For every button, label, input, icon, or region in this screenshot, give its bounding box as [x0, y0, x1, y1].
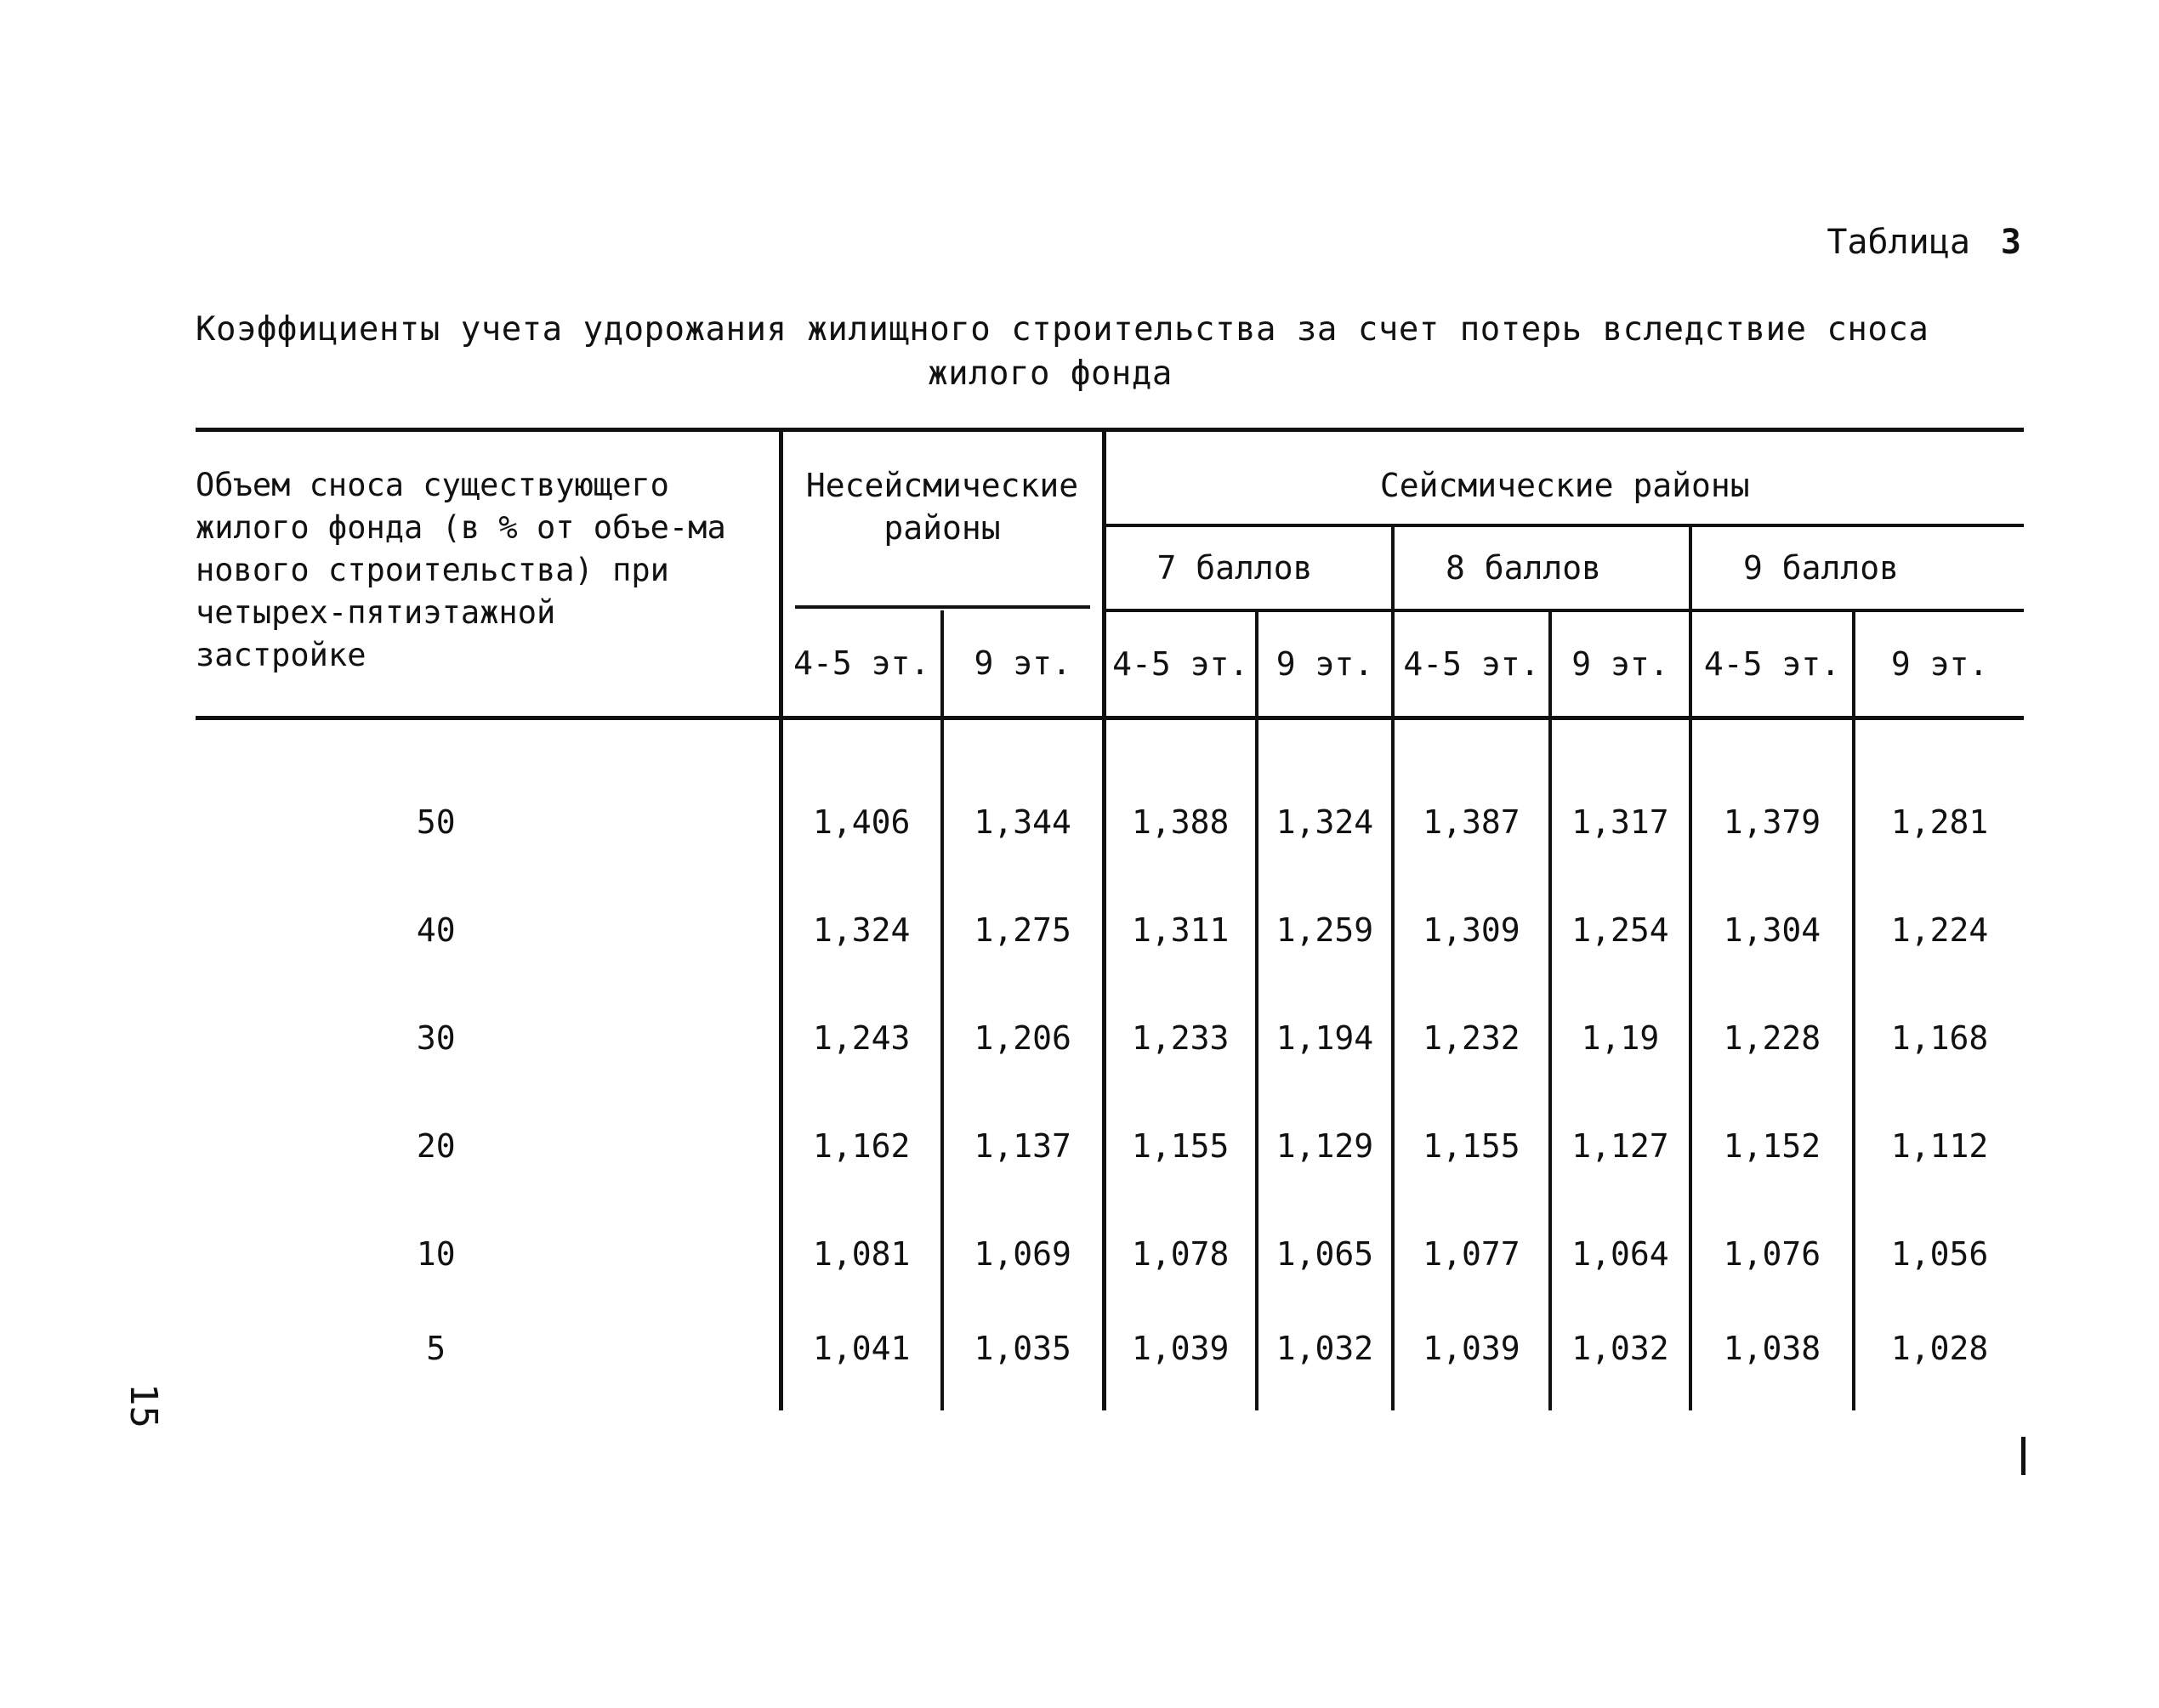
value-cell: 1,224	[1854, 876, 2024, 984]
table-row	[196, 876, 2024, 984]
value-cell: 1,078	[1104, 1200, 1257, 1308]
value-cell: 1,379	[1690, 768, 1854, 876]
caption-word: Таблица	[1827, 223, 1970, 262]
value-cell: 1,127	[1550, 1092, 1690, 1200]
nonseismic-header	[781, 430, 1104, 611]
value-cell: 1,388	[1104, 768, 1257, 876]
table-row	[196, 768, 2024, 876]
ball-7-header: 7 баллов	[1104, 525, 1393, 610]
value-cell: 1,233	[1104, 984, 1257, 1092]
floor-header: 9 эт.	[1854, 610, 2024, 718]
value-cell: 1,038	[1690, 1308, 1854, 1410]
floor-header: 9 эт.	[1257, 610, 1393, 718]
value-cell: 1,076	[1690, 1200, 1854, 1308]
table-row	[196, 1308, 2024, 1410]
volume-cell: 50	[416, 803, 456, 841]
value-cell: 1,155	[1104, 1092, 1257, 1200]
value-cell: 1,162	[781, 1092, 942, 1200]
caption-number: 3	[2000, 223, 2021, 262]
title-line-1: Коэффициенты учета удорожания жилищного строительства за счет потерь вследствие сноса	[196, 310, 1929, 349]
value-cell: 1,324	[781, 876, 942, 984]
nonseismic-header-label: Несейсмические районы	[795, 464, 1090, 609]
floor-header: 9 эт.	[1550, 610, 1690, 718]
table-title	[196, 308, 1929, 396]
value-cell: 1,168	[1854, 984, 2024, 1092]
table-row	[196, 1200, 2024, 1308]
volume-cell: 10	[416, 1234, 456, 1273]
value-cell: 1,259	[1257, 876, 1393, 984]
value-cell: 1,232	[1393, 984, 1550, 1092]
coefficients-table	[196, 428, 2024, 1410]
value-cell: 1,077	[1393, 1200, 1550, 1308]
value-cell: 1,19	[1550, 984, 1690, 1092]
value-cell: 1,081	[781, 1200, 942, 1308]
value-cell: 1,254	[1550, 876, 1690, 984]
value-cell: 1,041	[781, 1308, 942, 1410]
stray-mark	[2021, 1437, 2025, 1475]
header-row-groups	[196, 430, 2024, 526]
value-cell: 1,032	[1550, 1308, 1690, 1410]
stub-header: Объем сноса существующего жилого фонда (в % от объе-ма нового строительства) при четырех-пятиэтажной застройке	[196, 430, 781, 718]
table-row	[196, 1092, 2024, 1200]
seismic-header-label: Сейсмические районы	[1379, 467, 1750, 504]
table-row	[196, 984, 2024, 1092]
value-cell: 1,028	[1854, 1308, 2024, 1410]
value-cell: 1,155	[1393, 1092, 1550, 1200]
value-cell: 1,112	[1854, 1092, 2024, 1200]
value-cell: 1,304	[1690, 876, 1854, 984]
volume-cell: 30	[416, 1019, 456, 1057]
value-cell: 1,032	[1257, 1308, 1393, 1410]
value-cell: 1,064	[1550, 1200, 1690, 1308]
value-cell: 1,243	[781, 984, 942, 1092]
value-cell: 1,275	[942, 876, 1104, 984]
value-cell: 1,311	[1104, 876, 1257, 984]
value-cell: 1,069	[942, 1200, 1104, 1308]
ball-8-header: 8 баллов	[1393, 525, 1690, 610]
floor-header: 4-5 эт.	[1104, 610, 1257, 718]
page-number: 15	[121, 1383, 165, 1428]
value-cell: 1,194	[1257, 984, 1393, 1092]
value-cell: 1,137	[942, 1092, 1104, 1200]
volume-cell: 40	[416, 911, 456, 949]
value-cell: 1,406	[781, 768, 942, 876]
value-cell: 1,035	[942, 1308, 1104, 1410]
floor-header: 4-5 эт.	[1690, 610, 1854, 718]
volume-cell: 5	[426, 1330, 446, 1367]
value-cell: 1,281	[1854, 768, 2024, 876]
value-cell: 1,387	[1393, 768, 1550, 876]
value-cell: 1,129	[1257, 1092, 1393, 1200]
table-spacer-row	[196, 718, 2024, 769]
value-cell: 1,228	[1690, 984, 1854, 1092]
value-cell: 1,324	[1257, 768, 1393, 876]
value-cell: 1,065	[1257, 1200, 1393, 1308]
floor-header: 4-5 эт.	[1393, 610, 1550, 718]
value-cell: 1,056	[1854, 1200, 2024, 1308]
value-cell: 1,309	[1393, 876, 1550, 984]
floor-header: 9 эт.	[942, 610, 1104, 718]
floor-header: 4-5 эт.	[781, 610, 942, 718]
value-cell: 1,039	[1104, 1308, 1257, 1410]
table-caption	[1827, 223, 2021, 262]
title-line-2: жилого фонда	[928, 355, 1173, 393]
value-cell: 1,206	[942, 984, 1104, 1092]
ball-9-header: 9 баллов	[1690, 525, 2024, 610]
value-cell: 1,317	[1550, 768, 1690, 876]
value-cell: 1,152	[1690, 1092, 1854, 1200]
value-cell: 1,039	[1393, 1308, 1550, 1410]
value-cell: 1,344	[942, 768, 1104, 876]
volume-cell: 20	[416, 1126, 456, 1165]
seismic-header	[1104, 430, 2024, 526]
